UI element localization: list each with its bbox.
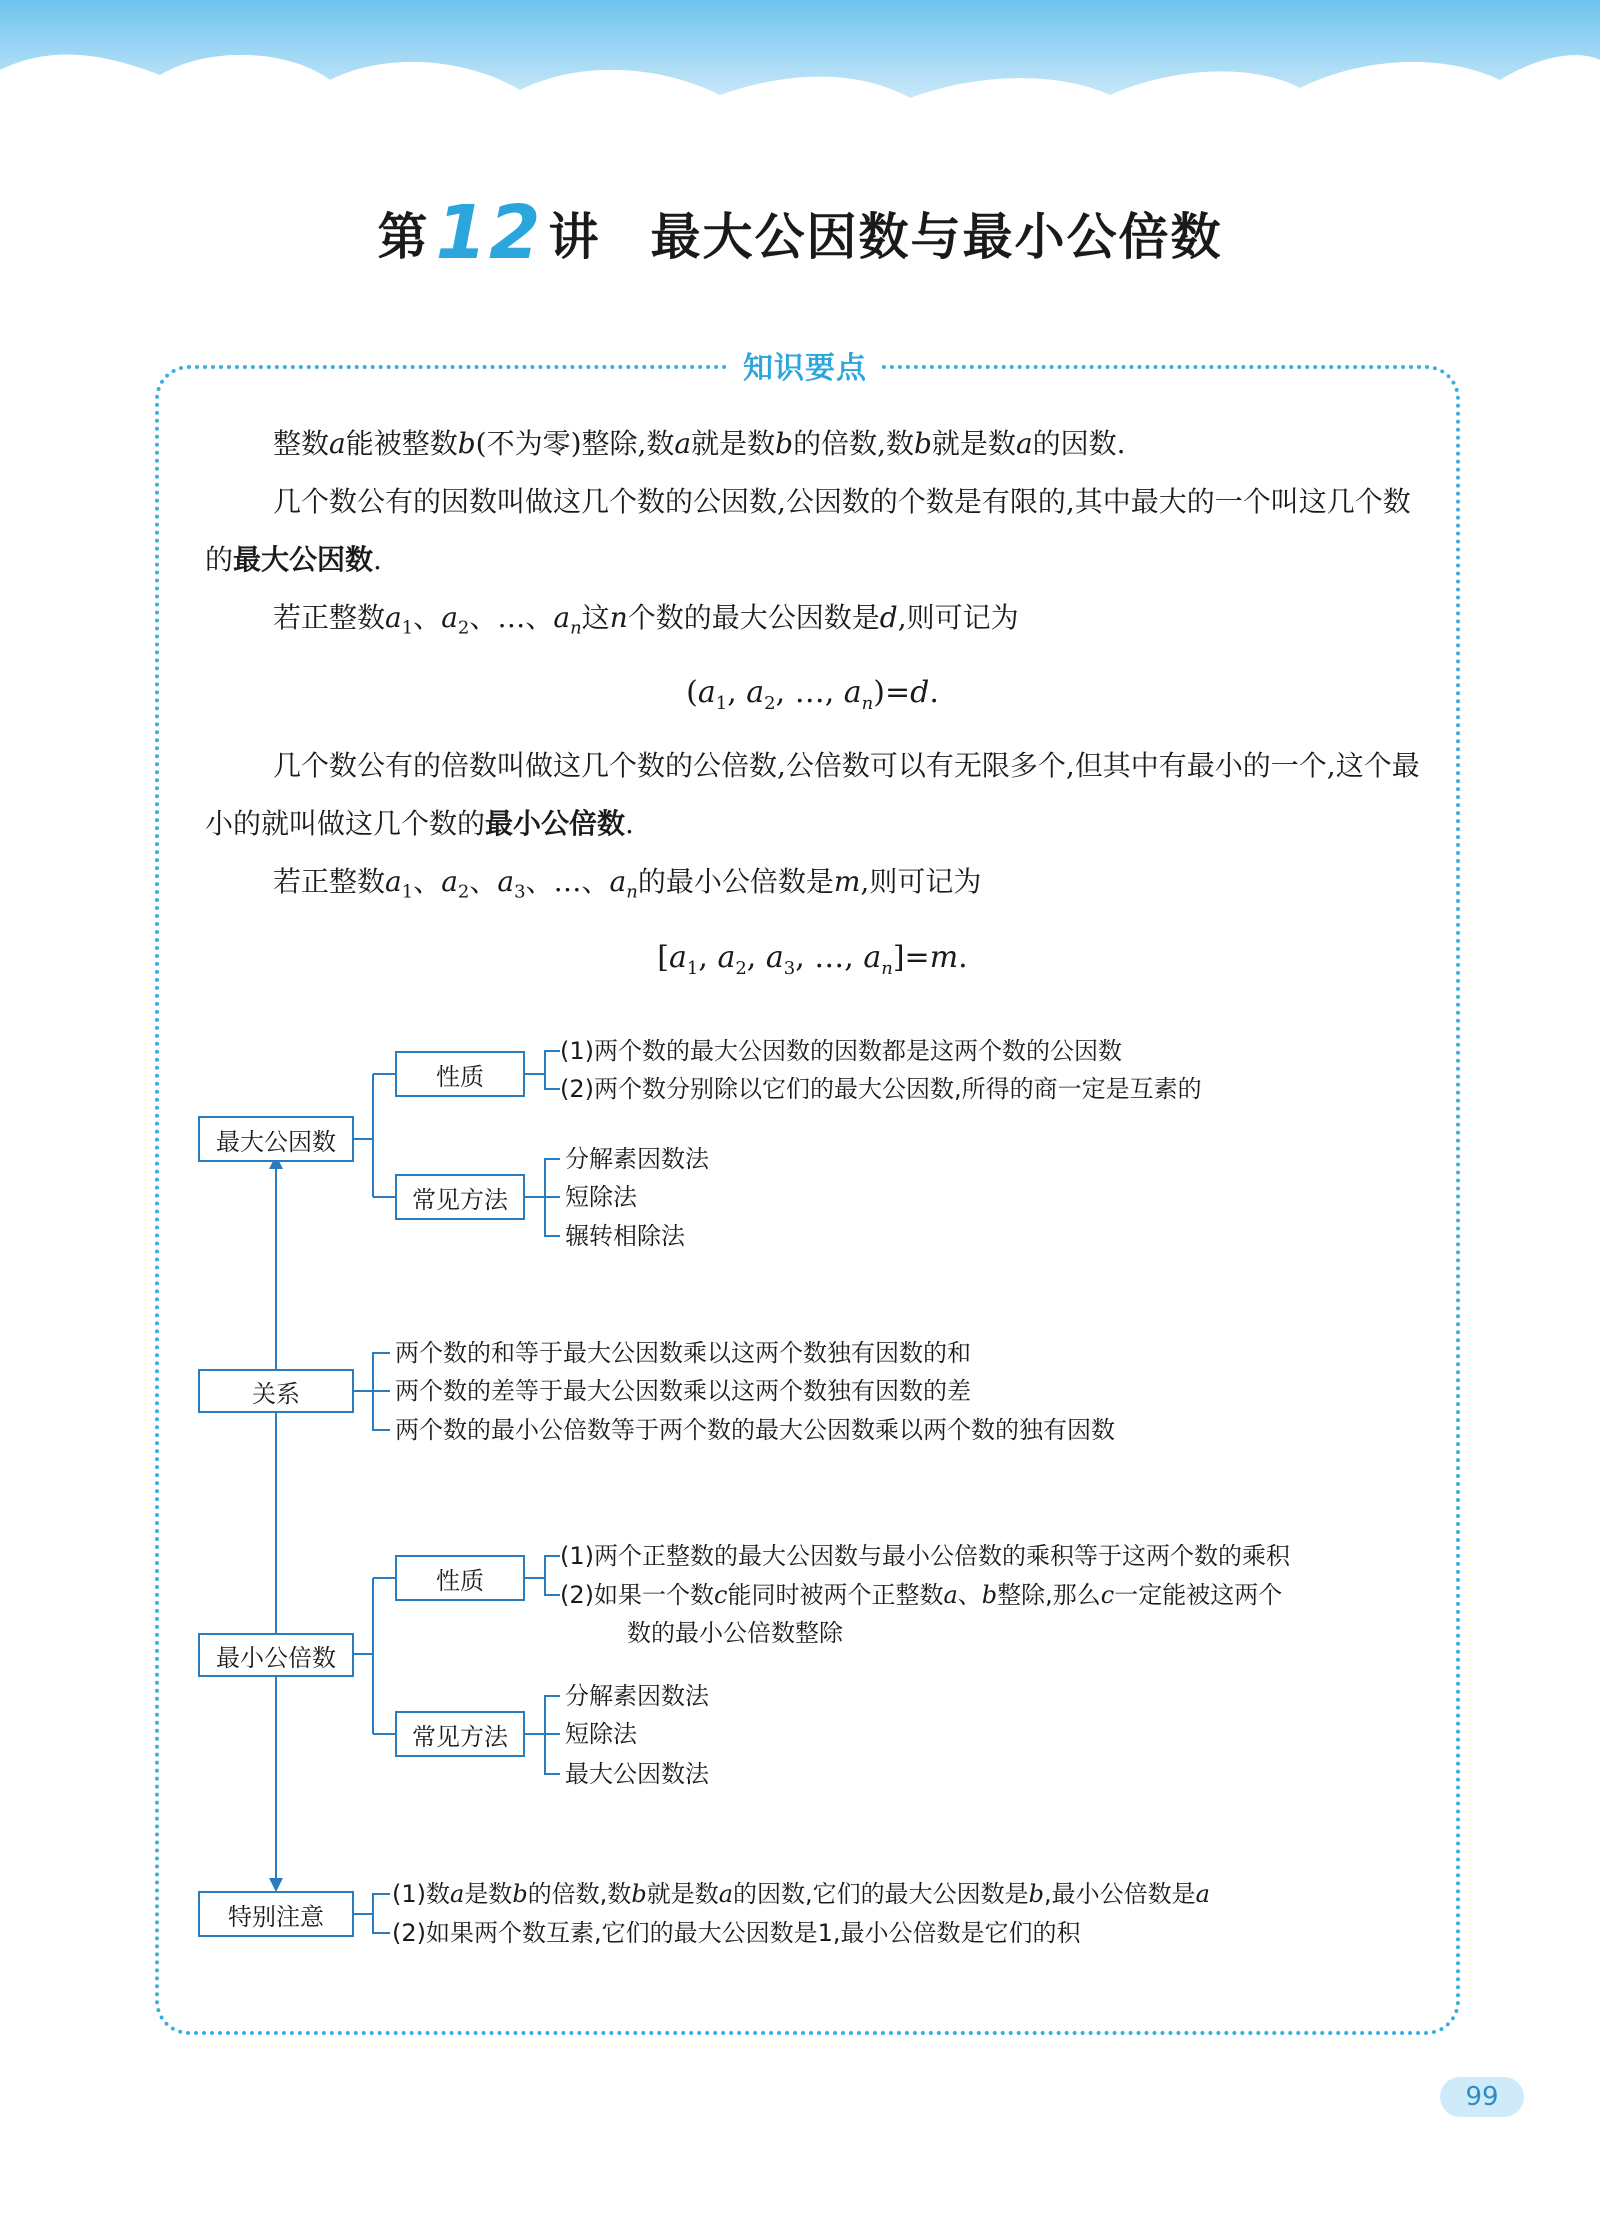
lcm-property-1: (1)两个正整数的最大公因数与最小公倍数的乘积等于这两个数的乘积 [560, 1542, 1290, 1570]
definition-lcm: 几个数公有的倍数叫做这几个数的公倍数,公倍数可以有无限多个,但其中有最小的一个,这个最小的就叫做这几个数的最小公倍数. [205, 749, 1420, 840]
lcm-methods-node: 常见方法 [395, 1711, 525, 1757]
relation-item-2: 两个数的差等于最大公因数乘以这两个数独有因数的差 [395, 1377, 971, 1405]
page-number: 99 [1440, 2077, 1524, 2117]
relation-item-1: 两个数的和等于最大公因数乘以这两个数独有因数的和 [395, 1339, 971, 1367]
gcd-properties-node: 性质 [395, 1051, 525, 1097]
gcd-notation-intro: 若正整数$a_1$、$a_2$、…、$a_n$这n个数的最大公因数是d,则可记为 [273, 601, 1019, 639]
gcd-methods-node: 常见方法 [395, 1174, 525, 1220]
definition-multiple-factor: 整数a能被整数b(不为零)整除,数a就是数b的倍数,数b就是数a的因数. [273, 427, 1126, 460]
special-note-item-2: (2)如果两个数互素,它们的最大公因数是1,最小公倍数是它们的积 [392, 1919, 1081, 1947]
lcm-properties-node: 性质 [395, 1555, 525, 1601]
section-label: 知识要点 [730, 343, 880, 387]
gcd-method-3: 辗转相除法 [565, 1222, 685, 1250]
lcm-property-2-continued: 数的最小公倍数整除 [627, 1619, 843, 1647]
gcd-property-2: (2)两个数分别除以它们的最大公因数,所得的商一定是互素的 [560, 1075, 1202, 1103]
gcd-method-1: 分解素因数法 [565, 1145, 709, 1173]
lecture-title: 第12 讲 最大公因数与最小公倍数 [377, 190, 1223, 276]
relation-node: 关系 [198, 1369, 354, 1413]
lcm-formula: [$a_1$, $a_2$, $a_3$, …, $a_n]=m$. [657, 940, 968, 979]
gcd-method-2: 短除法 [565, 1183, 637, 1211]
definition-gcd: 几个数公有的因数叫做这几个数的公因数,公因数的个数是有限的,其中最大的一个叫这几个数的最大公因数. [205, 485, 1411, 576]
lcm-method-3: 最大公因数法 [565, 1760, 709, 1788]
lcm-property-2: (2)如果一个数c能同时被两个正整数a、b整除,那么c一定能被这两个 [560, 1581, 1283, 1609]
lecture-number: 12 [435, 190, 543, 276]
special-note-node: 特别注意 [198, 1891, 354, 1937]
lcm-notation-intro: 若正整数$a_1$、$a_2$、$a_3$、…、$a_n$的最小公倍数是m,则可记为 [273, 865, 982, 903]
lecture-topic: 最大公因数与最小公倍数 [650, 208, 1223, 266]
lcm-method-1: 分解素因数法 [565, 1682, 709, 1710]
gcd-formula: ($a_1$, $a_2$, …, $a_n)=d$. [686, 675, 939, 714]
special-note-item-1: (1)数a是数b的倍数,数b就是数a的因数,它们的最大公因数是b,最小公倍数是a [392, 1880, 1210, 1908]
gcd-property-1: (1)两个数的最大公因数的因数都是这两个数的公因数 [560, 1037, 1122, 1065]
lcm-node: 最小公倍数 [198, 1633, 354, 1677]
gcd-node: 最大公因数 [198, 1116, 354, 1162]
lcm-method-2: 短除法 [565, 1720, 637, 1748]
relation-item-3: 两个数的最小公倍数等于两个数的最大公因数乘以两个数的独有因数 [395, 1416, 1115, 1444]
